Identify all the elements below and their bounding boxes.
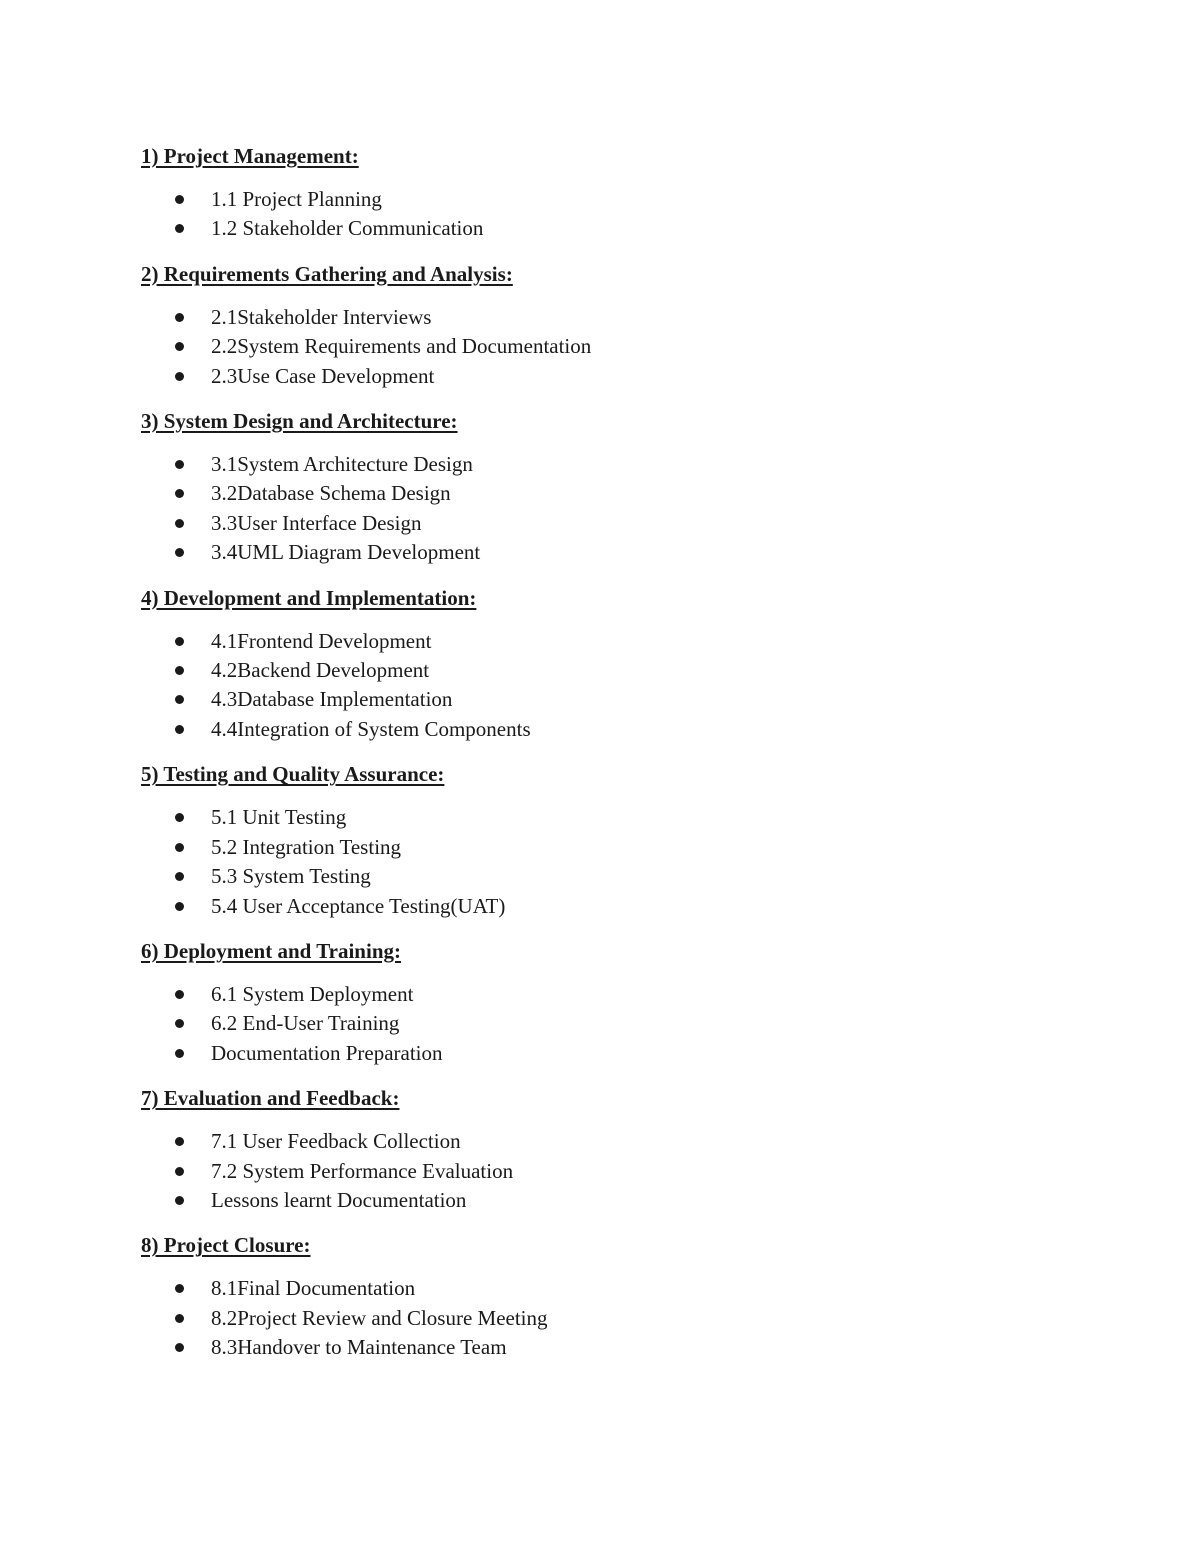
list-item <box>141 656 1041 685</box>
bullet-icon <box>175 372 184 381</box>
bullet-icon <box>175 990 184 999</box>
list-item-text: 7.1 User Feedback Collection <box>211 1129 461 1154</box>
list-item <box>141 862 1041 891</box>
list-item <box>141 538 1041 567</box>
bullet-icon <box>175 224 184 233</box>
list-item <box>141 1127 1041 1156</box>
bullet-icon <box>175 195 184 204</box>
list-item-text: 1.2 Stakeholder Communication <box>211 216 484 241</box>
section-heading: 5) Testing and Quality Assurance: <box>141 762 445 787</box>
list-item-text: 5.1 Unit Testing <box>211 805 347 830</box>
list-item <box>141 892 1041 921</box>
bullet-icon <box>175 489 184 498</box>
section-project-management <box>141 141 1041 244</box>
section-testing <box>141 759 1041 921</box>
list-item-text: 3.4UML Diagram Development <box>211 540 481 565</box>
section-closure <box>141 1230 1041 1362</box>
list-item-text: 4.1Frontend Development <box>211 628 432 653</box>
bullet-icon <box>175 872 184 881</box>
section-requirements <box>141 259 1041 391</box>
bullet-icon <box>175 1314 184 1323</box>
bullet-list <box>141 303 1041 391</box>
list-item <box>141 214 1041 243</box>
list-item <box>141 1039 1041 1068</box>
list-item <box>141 1274 1041 1303</box>
list-item <box>141 1157 1041 1186</box>
list-item-text: 1.1 Project Planning <box>211 187 382 211</box>
bullet-icon <box>175 1196 184 1205</box>
list-item <box>141 627 1041 656</box>
section-heading: 8) Project Closure: <box>141 1233 311 1258</box>
bullet-icon <box>175 1284 184 1293</box>
bullet-list <box>141 803 1041 921</box>
section-evaluation <box>141 1083 1041 1215</box>
list-item <box>141 450 1041 479</box>
bullet-icon <box>175 637 184 646</box>
list-item-text: 2.2System Requirements and Documentation <box>211 334 592 359</box>
list-item <box>141 332 1041 361</box>
bullet-icon <box>175 519 184 528</box>
bullet-icon <box>175 902 184 911</box>
list-item <box>141 479 1041 508</box>
bullet-icon <box>175 1049 184 1058</box>
bullet-icon <box>175 666 184 675</box>
list-item <box>141 980 1041 1009</box>
list-item-text: 5.3 System Testing <box>211 864 371 889</box>
list-item <box>141 362 1041 391</box>
list-item-text: 6.1 System Deployment <box>211 981 414 1006</box>
bullet-icon <box>175 1343 184 1352</box>
bullet-list <box>141 627 1041 745</box>
section-system-design <box>141 406 1041 568</box>
list-item <box>141 303 1041 332</box>
section-heading: 4) Development and Implementation: <box>141 585 477 610</box>
list-item-text: 4.4Integration of System Components <box>211 716 531 741</box>
list-item <box>141 1009 1041 1038</box>
list-item <box>141 715 1041 744</box>
bullet-icon <box>175 1167 184 1176</box>
list-item-text: 8.2Project Review and Closure Meeting <box>211 1305 548 1330</box>
bullet-list <box>141 1127 1041 1215</box>
list-item <box>141 1186 1041 1215</box>
bullet-icon <box>175 843 184 852</box>
list-item-text: 4.2Backend Development <box>211 658 430 683</box>
list-item-text: 3.2Database Schema Design <box>211 481 451 506</box>
list-item-text: 7.2 System Performance Evaluation <box>211 1158 514 1183</box>
list-item-text: 2.1Stakeholder Interviews <box>211 304 432 329</box>
bullet-icon <box>175 460 184 469</box>
list-item <box>141 509 1041 538</box>
bullet-icon <box>175 313 184 322</box>
bullet-list <box>141 185 1041 244</box>
list-item <box>141 803 1041 832</box>
document-content <box>141 141 1041 1378</box>
list-item <box>141 833 1041 862</box>
list-item <box>141 1333 1041 1362</box>
list-item-text: 6.2 End-User Training <box>211 1011 400 1036</box>
section-development <box>141 583 1041 745</box>
bullet-icon <box>175 548 184 557</box>
bullet-icon <box>175 1019 184 1028</box>
list-item-text: 3.1System Architecture Design <box>211 452 473 477</box>
bullet-icon <box>175 342 184 351</box>
bullet-icon <box>175 695 184 704</box>
section-heading: 6) Deployment and Training: <box>141 938 401 963</box>
bullet-icon <box>175 725 184 734</box>
section-heading: 7) Evaluation and Feedback: <box>141 1086 400 1111</box>
list-item-text: Documentation Preparation <box>211 1040 443 1065</box>
list-item-text: 5.4 User Acceptance Testing(UAT) <box>211 893 506 918</box>
bullet-list <box>141 450 1041 568</box>
list-item <box>141 1304 1041 1333</box>
list-item-text: 8.3Handover to Maintenance Team <box>211 1335 507 1360</box>
bullet-list <box>141 1274 1041 1362</box>
list-item-text: 2.3Use Case Development <box>211 363 435 388</box>
section-heading: 1) Project Management: <box>141 144 359 168</box>
bullet-list <box>141 980 1041 1068</box>
list-item-text: 8.1Final Documentation <box>211 1276 416 1301</box>
list-item <box>141 185 1041 214</box>
list-item <box>141 685 1041 714</box>
list-item-text: Lessons learnt Documentation <box>211 1187 467 1212</box>
list-item-text: 3.3User Interface Design <box>211 510 422 535</box>
section-heading: 2) Requirements Gathering and Analysis: <box>141 261 513 286</box>
bullet-icon <box>175 813 184 822</box>
section-deployment <box>141 936 1041 1068</box>
bullet-icon <box>175 1137 184 1146</box>
section-heading: 3) System Design and Architecture: <box>141 409 458 434</box>
list-item-text: 4.3Database Implementation <box>211 687 453 712</box>
list-item-text: 5.2 Integration Testing <box>211 834 402 859</box>
